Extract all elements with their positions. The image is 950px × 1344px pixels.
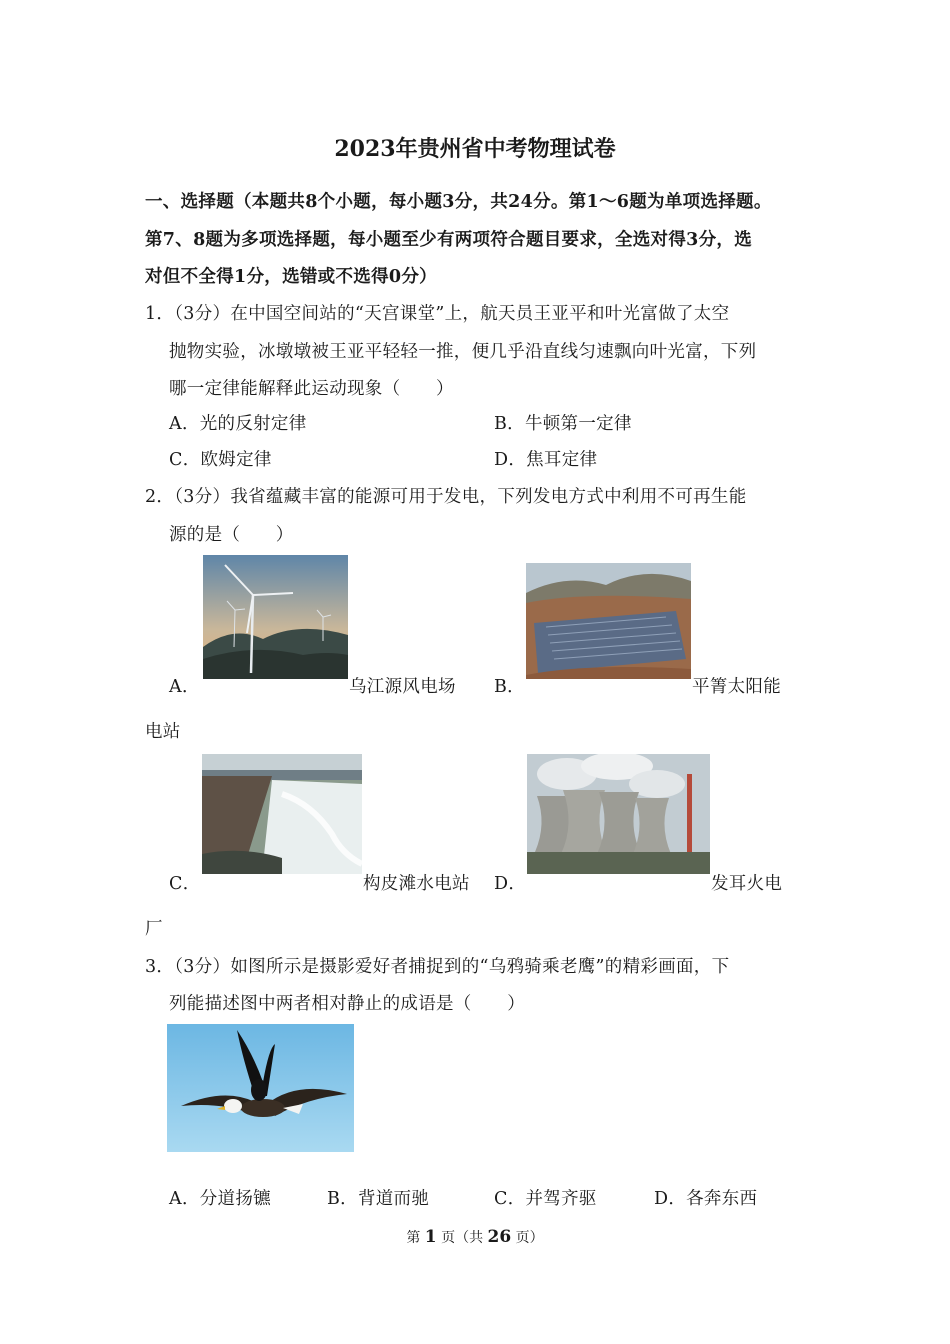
page-title: 2023年贵州省中考物理试卷 [334,136,616,162]
q3-stem-line-2: 列能描述图中两者相对静止的成语是（ ） [169,994,525,1014]
page-footer [0,1227,950,1247]
q1-option-a: A．光的反射定律 [169,414,307,434]
q1-stem-line-3: 哪一定律能解释此运动现象（ ） [169,379,454,399]
q2-stem-line-2: 源的是（ ） [169,525,294,545]
crow-riding-eagle-image [167,1024,354,1152]
section-header-line-3: 对但不全得1分，选错或不选得0分） [145,267,437,287]
footer-suffix: 页） [515,1230,544,1246]
q2-option-b-label: B． [494,677,525,697]
q2-option-d-text: 发耳火电 [711,874,783,894]
wind-farm-image [203,555,348,679]
q2-option-a-text: 乌江源风电场 [349,677,456,697]
q2-option-c-text: 构皮滩水电站 [363,874,470,894]
q2-stem-line-1: 2．（3分）我省蕴藏丰富的能源可用于发电，下列发电方式中利用不可再生能 [145,487,747,507]
q2-option-d-label: D． [494,874,527,894]
footer-mid: 页（共 [441,1230,484,1246]
q2-option-b-text-wrap: 电站 [145,722,181,742]
section-header-line-2: 第7、8题为多项选择题，每小题至少有两项符合题目要求，全选对得3分，选 [145,230,753,250]
thermal-power-plant-image [527,754,710,874]
q2-option-d-text-wrap: 厂 [145,919,163,939]
q3-stem-line-1: 3．（3分）如图所示是摄影爱好者捕捉到的“乌鸦骑乘老鹰”的精彩画面，下 [145,957,730,977]
q1-stem-line-1: 1．（3分）在中国空间站的“天宫课堂”上，航天员王亚平和叶光富做了太空 [145,304,730,324]
q1-stem-line-2: 抛物实验，冰墩墩被王亚平轻轻一推，便几乎沿直线匀速飘向叶光富，下列 [169,342,757,362]
q2-option-c-label: C． [169,874,201,894]
solar-station-image [526,563,691,679]
hydropower-dam-image [202,754,362,874]
q3-option-c: C．并驾齐驱 [494,1189,597,1209]
q2-option-b-text: 平箐太阳能 [692,677,781,697]
q1-option-c: C．欧姆定律 [169,450,272,470]
section-header-line-1: 一、选择题（本题共8个小题，每小题3分，共24分。第1～6题为单项选择题。 [145,192,772,212]
q3-option-b: B．背道而驰 [327,1189,430,1209]
footer-page-number: 1 [424,1227,437,1247]
q2-option-a-label: A． [169,677,200,697]
footer-prefix: 第 [406,1230,421,1246]
q3-option-d: D．各奔东西 [654,1189,758,1209]
footer-total-pages: 26 [487,1227,512,1247]
q3-option-a: A．分道扬镳 [169,1189,271,1209]
q1-option-b: B．牛顿第一定律 [494,414,632,434]
q1-option-d: D．焦耳定律 [494,450,598,470]
